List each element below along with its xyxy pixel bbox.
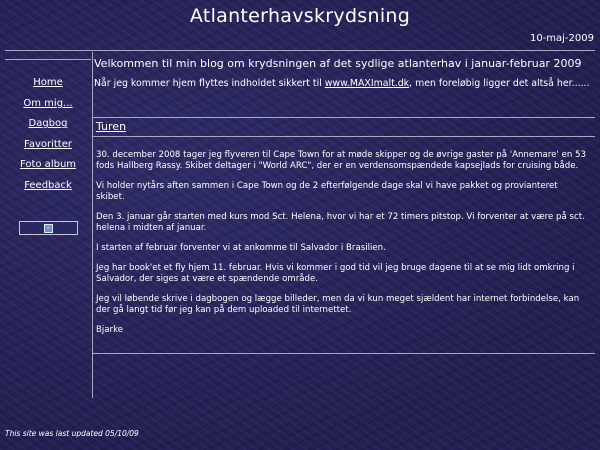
nav-item-dagbog[interactable]: Dagbog [28,118,68,130]
post-paragraph: Jeg vil løbende skrive i dagbogen og lægge billeder, men da vi kun meget sjældent har internet forbindelse, kan der gå langt tid før jeg kan på dem uploaded til internettet. [96,294,580,315]
main-content [94,57,596,89]
post-paragraph: Den 3. januar går starten med kurs mod Sct. Helena, hvor vi har et 72 timers pitstop. Vi forventer at være på sct. helena i midten af januar. [96,212,585,233]
intro-text-after: , men foreløbig ligger det altså her...... [409,78,590,89]
nav-item-foto-album[interactable]: Foto album [19,159,77,171]
post-paragraph: I starten af februar forventer vi at ankomme til Salvador i Brasilien. [96,243,386,253]
footer-updated-text: This site was last updated 05/10/09 [5,429,139,438]
content-bottom-divider [93,353,595,354]
welcome-heading: Velkommen til min blog om krydsningen af det sydlige atlanterhav i januar-februar 2009 [94,57,582,70]
section-header-bar [93,117,595,137]
post-body [96,150,586,345]
section-title-turen[interactable]: Turen [96,120,127,133]
intro-text [94,78,596,89]
sidebar-vertical-divider [92,52,93,398]
search-widget[interactable] [19,221,78,235]
nav-item-om-mig[interactable]: Om mig... [23,97,73,109]
post-paragraph: 30. december 2008 tager jeg flyveren til Cape Town for at møde skipper og de øvrige gaster på 'Annemare' en 53 fods Hallberg Rassy. Skibet deltager i "World ARC", der er en verdensomspændede kapsejlads for cruising både. [96,150,586,171]
post-signature: Bjarke [96,325,124,335]
search-icon[interactable]: ⌕ [44,224,53,233]
intro-text-before: Når jeg kommer hjem flyttes indholdet sikkert til [94,78,325,89]
site-title: Atlanterhavskrydsning [189,5,411,27]
maximalt-link[interactable]: www.MAXImalt.dk [324,78,410,89]
sidebar-divider [5,59,91,60]
post-paragraph: Vi holder nytårs aften sammen i Cape Town og de 2 efterfølgende dage skal vi have pakket og provianteret skibet. [96,181,558,202]
nav-item-favoritter[interactable]: Favoritter [24,138,72,150]
nav-item-home[interactable]: Home [33,77,63,88]
nav-item-feedback[interactable]: Feedback [24,179,72,191]
header-divider [5,50,595,51]
post-paragraph: Jeg har book'et et fly hjem 11. februar. Hvis vi kommer i god tid vil jeg bruge dagene til at se mig lidt omkring i Salvador, der siges at være et spændende område. [96,263,575,284]
sidebar-nav [5,76,91,200]
header-date: 10-maj-2009 [529,33,594,44]
